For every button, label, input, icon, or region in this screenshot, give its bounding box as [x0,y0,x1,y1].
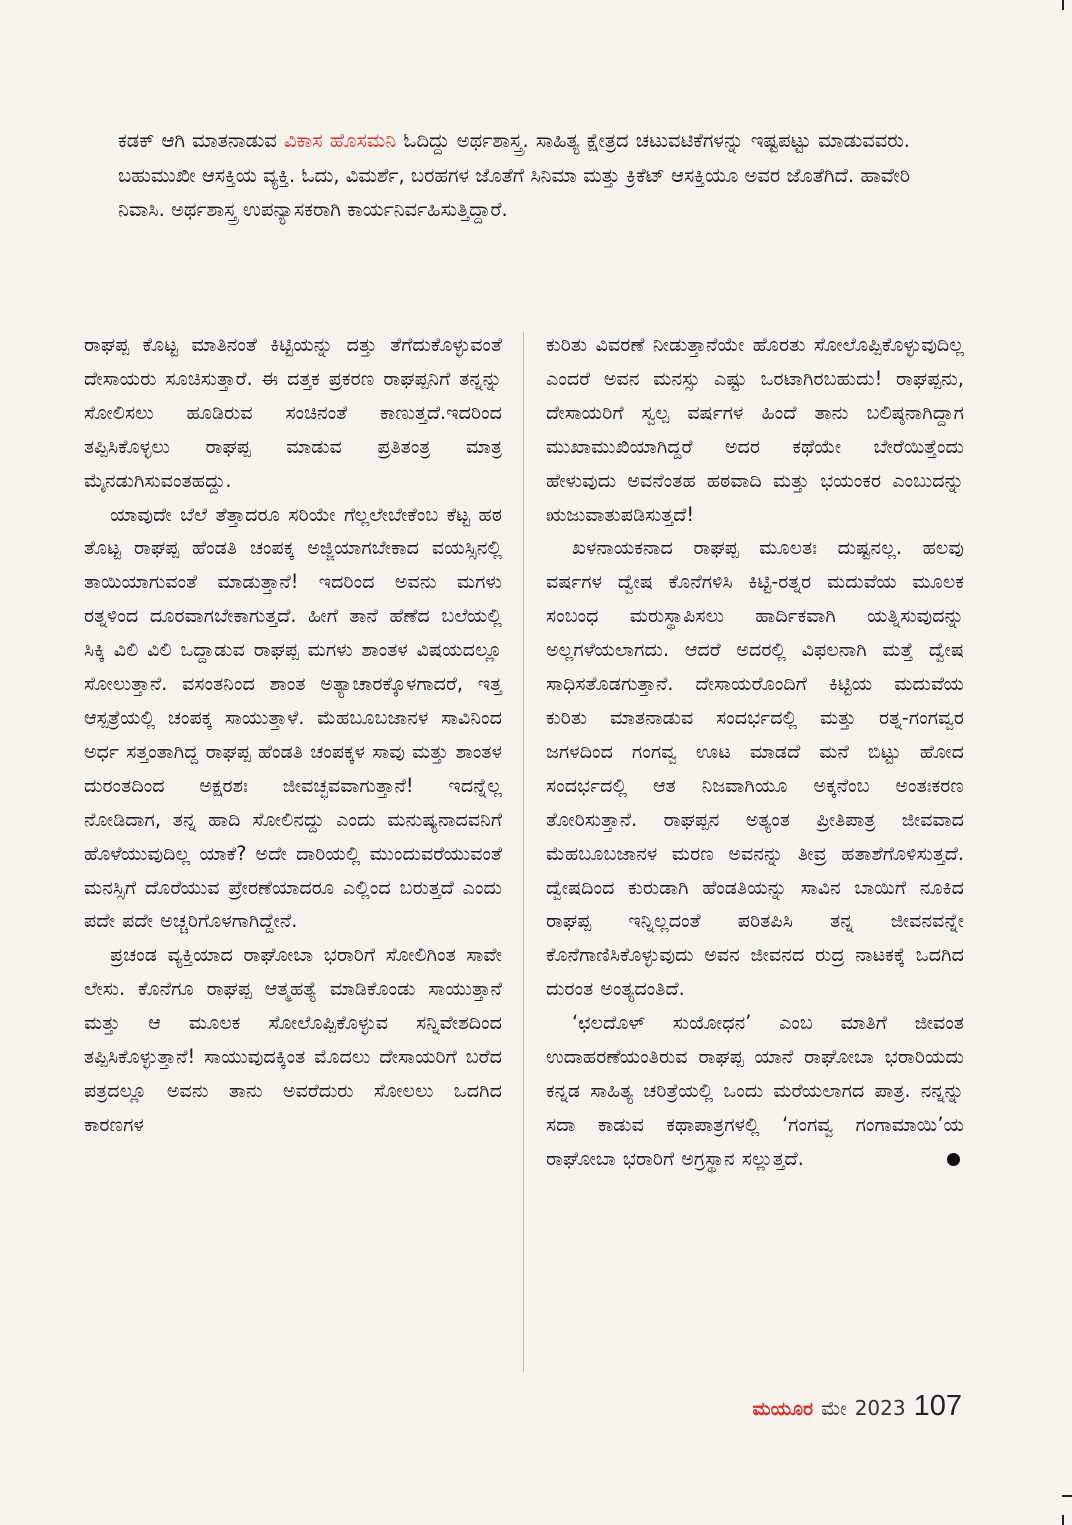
end-of-article-icon [947,1153,960,1166]
page-number: 107 [913,1390,962,1422]
left-paragraph-2: ಯಾವುದೇ ಬೆಲೆ ತೆತ್ತಾದರೂ ಸರಿಯೇ ಗೆಲ್ಲಲೇಬೇಕೆಂಬ ಕೆಟ್ಟ ಹಠ ತೊಟ್ಟ ರಾಘಪ್ಪ ಹೆಂಡತಿ ಚಂಪಕ್ಕ ಅಜ್ಜಿಯಾಗಬೇಕಾದ ವಯಸ್ಸಿನಲ್ಲಿ ತಾಯಿಯಾಗುವಂತೆ ಮಾಡುತ್ತಾನೆ! ಇದರಿಂದ ಅವನು ಮಗಳು ರತ್ನಳಿಂದ ದೂರವಾಗಬೇಕಾಗುತ್ತದೆ. ಹೀಗೆ ತಾನೆ ಹೆಣೆದ ಬಲೆಯಲ್ಲಿ ಸಿಕ್ಕಿ ವಿಲಿ ವಿಲಿ ಒದ್ದಾಡುವ ರಾಘಪ್ಪ ಮಗಳು ಶಾಂತಳ ವಿಷಯದಲ್ಲೂ ಸೋಲುತ್ತಾನೆ. ವಸಂತನಿಂದ ಶಾಂತ ಅತ್ಯಾಚಾರಕ್ಕೊಳಗಾದರೆ, ಇತ್ತ ಆಸ್ಪತ್ರೆಯಲ್ಲಿ ಚಂಪಕ್ಕ ಸಾಯುತ್ತಾಳೆ. ಮೆಹಬೂಬಜಾನಳ ಸಾವಿನಿಂದ ಅರ್ಧ ಸತ್ತಂತಾಗಿದ್ದ ರಾಘಪ್ಪ ಹೆಂಡತಿ ಚಂಪಕ್ಕಳ ಸಾವು ಮತ್ತು ಶಾಂತಳ ದುರಂತದಿಂದ ಅಕ್ಷರಶಃ ಜೀವಚ್ಛವವಾಗುತ್ತಾನೆ! ಇದನ್ನೆಲ್ಲ ನೋಡಿದಾಗ, ತನ್ನ ಹಾದಿ ಸೋಲಿನದ್ದು ಎಂದು ಮನುಷ್ಯನಾದವನಿಗೆ ಹೊಳೆಯುವುದಿಲ್ಲ ಯಾಕೆ? ಅದೇ ದಾರಿಯಲ್ಲಿ ಮುಂದುವರೆಯುವಂತೆ ಮನಸ್ಸಿಗೆ ದೊರೆಯುವ ಪ್ರೇರಣೆಯಾದರೂ ಎಲ್ಲಿಂದ ಬರುತ್ತದೆ ಎಂದು ಪದೇ ಪದೇ ಅಚ್ಚರಿಗೊಳಗಾಗಿದ್ದೇನೆ. [84,502,502,933]
issue-year: 2023 [854,1396,906,1420]
magazine-brand: ಮಯೂರ [752,1398,814,1420]
crop-mark-top-right [1062,0,1064,10]
right-paragraph-1: ಕುರಿತು ವಿವರಣೆ ನೀಡುತ್ತಾನೆಯೇ ಹೊರತು ಸೋಲೊಪ್ಪಿಕೊಳ್ಳುವುದಿಲ್ಲ ಎಂದರೆ ಅವನ ಮನಸ್ಸು ಎಷ್ಟು ಒರಟಾಗಿರಬಹುದು! ರಾಘಪ್ಪನು, ದೇಸಾಯರಿಗೆ ಸ್ವಲ್ಪ ವರ್ಷಗಳ ಹಿಂದೆ ತಾನು ಬಲಿಷ್ಠನಾಗಿದ್ದಾಗ ಮುಖಾಮುಖಿಯಾಗಿದ್ದರೆ ಅದರ ಕಥೆಯೇ ಬೇರೆಯಿತ್ತೆಂದು ಹೇಳುವುದು ಅವನೆಂತಹ ಹಠವಾದಿ ಮತ್ತು ಭಯಂಕರ ಎಂಬುದನ್ನು ಋಜುವಾತುಪಡಿಸುತ್ತದೆ! [546,333,964,526]
page-footer [753,1390,962,1423]
right-column [546,328,964,1176]
author-bio [118,124,910,228]
left-paragraph-3: ಪ್ರಚಂಡ ವ್ಯಕ್ತಿಯಾದ ರಾಘೋಬಾ ಭರಾರಿಗೆ ಸೋಲಿಗಿಂತ ಸಾವೇ ಲೇಸು. ಕೊನೆಗೂ ರಾಘಪ್ಪ ಆತ್ಮಹತ್ಯೆ ಮಾಡಿಕೊಂಡು ಸಾಯುತ್ತಾನೆ ಮತ್ತು ಆ ಮೂಲಕ ಸೋಲೊಪ್ಪಿಕೊಳ್ಳುವ ಸನ್ನಿವೇಶದಿಂದ ತಪ್ಪಿಸಿಕೊಳ್ಳುತ್ತಾನೆ! ಸಾಯುವುದಕ್ಕಿಂತ ಮೊದಲು ದೇಸಾಯರಿಗೆ ಬರೆದ ಪತ್ರದಲ್ಲೂ ಅವನು ತಾನು ಅವರೆದುರು ಸೋಲಲು ಒದಗಿದ ಕಾರಣಗಳ [84,943,502,1136]
article-columns [84,328,964,1388]
crop-mark-bottom-right [1062,1515,1064,1525]
right-paragraph-3: ‘ಛಲದೊಳ್ ಸುಯೋಧನ’ ಎಂಬ ಮಾತಿಗೆ ಜೀವಂತ ಉದಾಹರಣೆಯಂತಿರುವ ರಾಘಪ್ಪ ಯಾನೆ ರಾಘೋಬಾ ಭರಾರಿಯದು ಕನ್ನಡ ಸಾಹಿತ್ಯ ಚರಿತ್ರೆಯಲ್ಲಿ ಒಂದು ಮರೆಯಲಾಗದ ಪಾತ್ರ. ನನ್ನನ್ನು ಸದಾ ಕಾಡುವ ಕಥಾಪಾತ್ರಗಳಲ್ಲಿ ‘ಗಂಗವ್ವ ಗಂಗಾಮಾಯಿ’ಯ ರಾಘೋಬಾ ಭರಾರಿಗೆ ಅಗ್ರಸ್ಥಾನ ಸಲ್ಲುತ್ತದೆ. [546,1011,964,1170]
right-paragraph-3-wrap [546,1006,964,1176]
bio-text-before: ಕಡಕ್ ಆಗಿ ಮಾತನಾಡುವ [118,129,284,152]
author-name: ವಿಕಾಸ ಹೊಸಮನಿ [283,129,397,152]
right-paragraph-2: ಖಳನಾಯಕನಾದ ರಾಘಪ್ಪ ಮೂಲತಃ ದುಷ್ಟನಲ್ಲ. ಹಲವು ವರ್ಷಗಳ ದ್ವೇಷ ಕೊನೆಗಳಿಸಿ ಕಿಟ್ಟಿ-ರತ್ನರ ಮದುವೆಯ ಮೂಲಕ ಸಂಬಂಧ ಮರುಸ್ಥಾಪಿಸಲು ಹಾರ್ದಿಕವಾಗಿ ಯತ್ನಿಸುವುದನ್ನು ಅಲ್ಲಗಳೆಯಲಾಗದು. ಆದರೆ ಅದರಲ್ಲಿ ವಿಫಲನಾಗಿ ಮತ್ತೆ ದ್ವೇಷ ಸಾಧಿಸತೊಡಗುತ್ತಾನೆ. ದೇಸಾಯರೊಂದಿಗೆ ಕಿಟ್ಟಿಯ ಮದುವೆಯ ಕುರಿತು ಮಾತನಾಡುವ ಸಂದರ್ಭದಲ್ಲಿ ಮತ್ತು ರತ್ನ-ಗಂಗವ್ವರ ಜಗಳದಿಂದ ಗಂಗವ್ವ ಊಟ ಮಾಡದೆ ಮನೆ ಬಿಟ್ಟು ಹೋದ ಸಂದರ್ಭದಲ್ಲಿ ಆತ ನಿಜವಾಗಿಯೂ ಅಕ್ಕನೆಂಬ ಅಂತಃಕರಣ ತೋರಿಸುತ್ತಾನೆ. ರಾಘಪ್ಪನ ಅತ್ಯಂತ ಪ್ರೀತಿಪಾತ್ರ ಜೀವವಾದ ಮೆಹಬೂಬಜಾನಳ ಮರಣ ಅವನನ್ನು ತೀವ್ರ ಹತಾಶೆಗೊಳಿಸುತ್ತದೆ. ದ್ವೇಷದಿಂದ ಕುರುಡಾಗಿ ಹೆಂಡತಿಯನ್ನು ಸಾವಿನ ಬಾಯಿಗೆ ನೂಕಿದ ರಾಘಪ್ಪ ಇನ್ನಿಲ್ಲದಂತೆ ಪರಿತಪಿಸಿ ತನ್ನ ಜೀವನವನ್ನೇ ಕೊನೆಗಾಣಿಸಿಕೊಳ್ಳುವುದು ಅವನ ಜೀವನದ ರುದ್ರ ನಾಟಕಕ್ಕೆ ಒದಗಿದ ದುರಂತ ಅಂತ್ಯದಂತಿದೆ. [546,536,964,1001]
issue-month: ಮೇ [821,1396,847,1420]
crop-mark-right [1062,1495,1072,1497]
column-divider [523,332,524,1372]
left-column [84,328,502,1142]
left-paragraph-1: ರಾಘಪ್ಪ ಕೊಟ್ಟ ಮಾತಿನಂತೆ ಕಿಟ್ಟಿಯನ್ನು ದತ್ತು ತೆಗೆದುಕೊಳ್ಳುವಂತೆ ದೇಸಾಯರು ಸೂಚಿಸುತ್ತಾರೆ. ಈ ದತ್ತಕ ಪ್ರಕರಣ ರಾಘಪ್ಪನಿಗೆ ತನ್ನನ್ನು ಸೋಲಿಸಲು ಹೂಡಿರುವ ಸಂಚಿನಂತೆ ಕಾಣುತ್ತದೆ.ಇದರಿಂದ ತಪ್ಪಿಸಿಕೊಳ್ಳಲು ರಾಘಪ್ಪ ಮಾಡುವ ಪ್ರತಿತಂತ್ರ ಮಾತ್ರ ಮೈನಡುಗಿಸುವಂತಹದ್ದು. [84,333,502,492]
bio-text-after: ಓದಿದ್ದು ಅರ್ಥಶಾಸ್ತ್ರ. ಸಾಹಿತ್ಯ ಕ್ಷೇತ್ರದ ಚಟುವಟಿಕೆಗಳನ್ನು ಇಷ್ಟಪಟ್ಟು ಮಾಡುವವರು. ಬಹುಮುಖೀ ಆಸಕ್ತಿಯ ವ್ಯಕ್ತಿ. ಓದು, ವಿಮರ್ಶೆ, ಬರಹಗಳ ಜೊತೆಗೆ ಸಿನಿಮಾ ಮತ್ತು ಕ್ರಿಕೆಟ್ ಆಸಕ್ತಿಯೂ ಅವರ ಜೊತೆಗಿದೆ. ಹಾವೇರಿ ನಿವಾಸಿ. ಅರ್ಥಶಾಸ್ತ್ರ ಉಪನ್ಯಾಸಕರಾಗಿ ಕಾರ್ಯನಿರ್ವಹಿಸುತ್ತಿದ್ದಾರೆ. [118,129,910,221]
